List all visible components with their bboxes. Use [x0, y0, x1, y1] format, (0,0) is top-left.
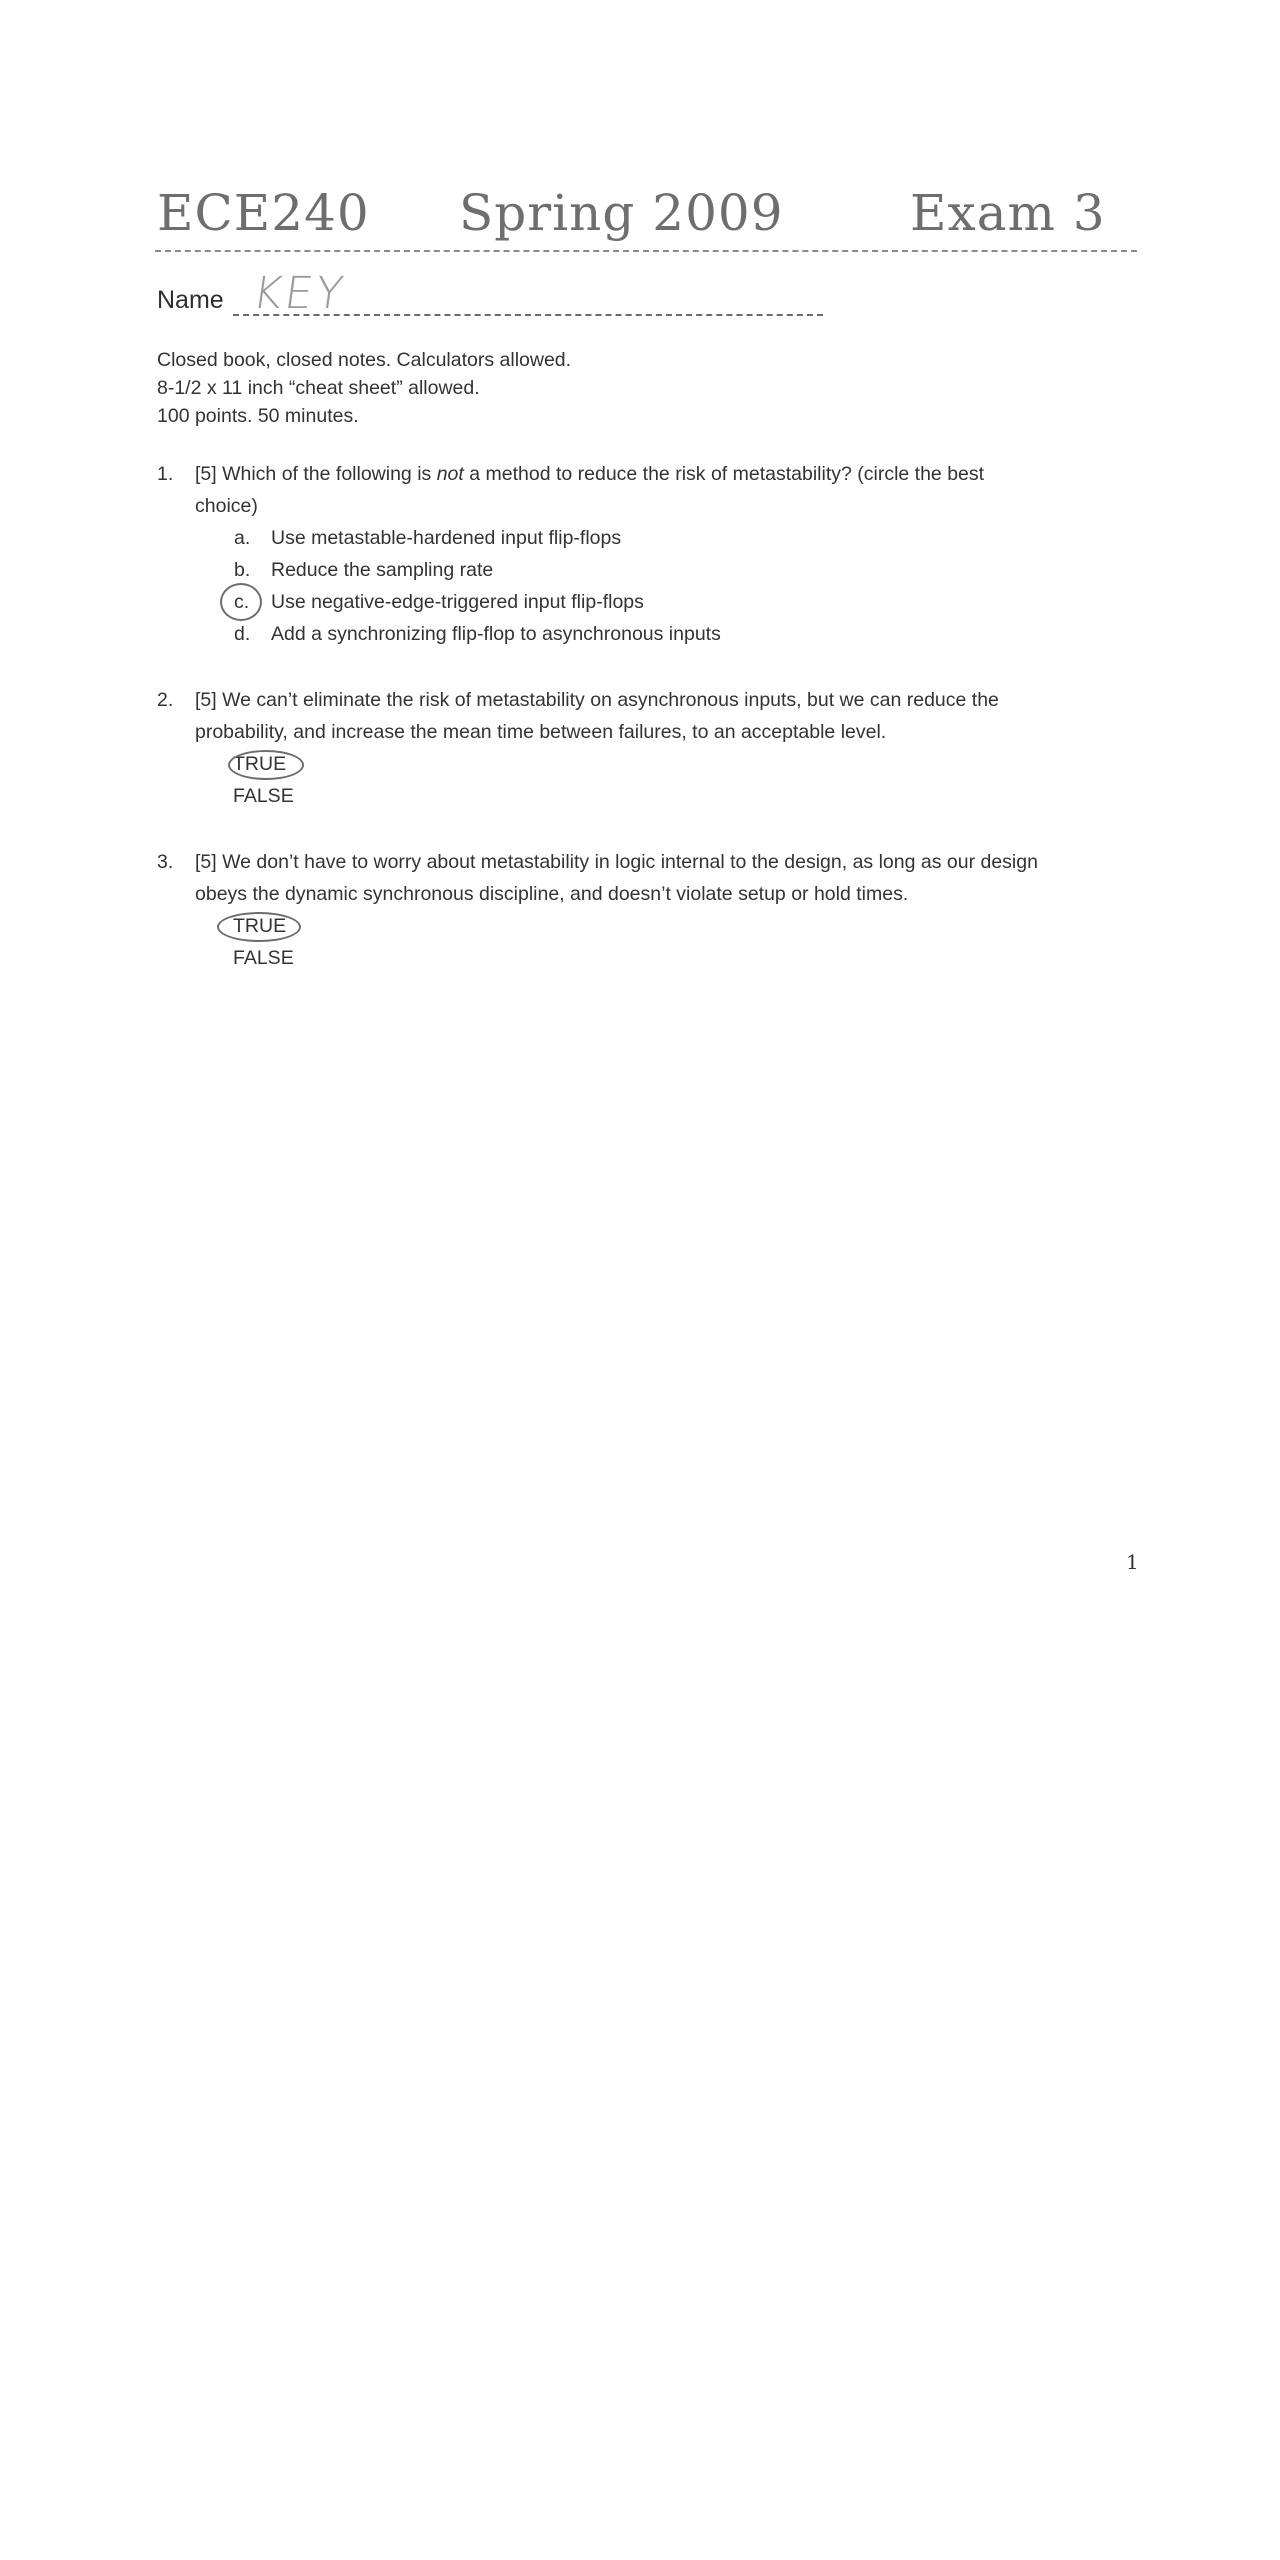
question-stem: [195, 458, 1195, 522]
question-3: [157, 846, 1137, 976]
choice-true: [233, 748, 294, 780]
question-2: [157, 684, 1137, 814]
stem-text: a method to reduce the risk of metastability? (circle the best: [463, 463, 985, 485]
question-stem: [195, 684, 1195, 748]
option-text: Use metastable-hardened input flip-flops: [271, 527, 622, 549]
choice-label: TRUE: [233, 915, 287, 937]
stem-text: choice): [195, 495, 258, 517]
choice-label: FALSE: [233, 947, 294, 969]
question-number: 3.: [157, 851, 174, 873]
name-label: Name: [157, 286, 224, 314]
name-field: [157, 268, 677, 322]
stem-text: [5] Which of the following is: [195, 463, 437, 485]
stem-text: [5] We don’t have to worry about metastability in logic internal to the design, as long as our design: [195, 851, 1038, 873]
option-text: Use negative-edge-triggered input flip-flops: [271, 591, 644, 613]
question-number: 2.: [157, 689, 174, 711]
course-title: ECE240: [157, 184, 370, 242]
exam-title: Exam 3: [910, 184, 1106, 242]
header-divider: [155, 250, 1137, 252]
answer-circle-mark: [217, 912, 301, 942]
instruction-line: Closed book, closed notes. Calculators allowed.: [157, 349, 572, 371]
question-stem: [195, 846, 1195, 910]
option-letter: d.: [234, 623, 251, 645]
option-text: Reduce the sampling rate: [271, 559, 494, 581]
page-number: 1: [1126, 1550, 1139, 1574]
exam-header: [157, 178, 1137, 248]
question-1: [157, 458, 1137, 658]
name-handwritten-value: KEY: [249, 268, 350, 319]
answer-circle-mark: [220, 583, 262, 621]
stem-text: [5] We can’t eliminate the risk of metastability on asynchronous inputs, but we can reduce the: [195, 689, 999, 711]
option-letter: c.: [234, 591, 250, 613]
option-text: Add a synchronizing flip-flop to asynchronous inputs: [271, 623, 721, 645]
instruction-line: 100 points. 50 minutes.: [157, 405, 359, 427]
option-letter: b.: [234, 559, 251, 581]
choice-false: [233, 942, 294, 974]
stem-text: obeys the dynamic synchronous discipline, and doesn’t violate setup or hold times.: [195, 883, 909, 905]
choice-label: TRUE: [233, 753, 287, 775]
stem-emphasis: not: [436, 463, 464, 485]
answer-circle-mark: [228, 750, 304, 780]
term-title: Spring 2009: [459, 184, 784, 242]
true-false-choices: [233, 910, 294, 974]
choice-true: [233, 910, 294, 942]
choice-label: FALSE: [233, 785, 294, 807]
choice-false: [233, 780, 294, 812]
option-letter: a.: [234, 527, 251, 549]
true-false-choices: [233, 748, 294, 812]
instruction-line: 8-1/2 x 11 inch “cheat sheet” allowed.: [157, 377, 480, 399]
question-number: 1.: [157, 463, 174, 485]
exam-instructions: [157, 346, 571, 430]
stem-text: probability, and increase the mean time between failures, to an acceptable level.: [195, 721, 887, 743]
